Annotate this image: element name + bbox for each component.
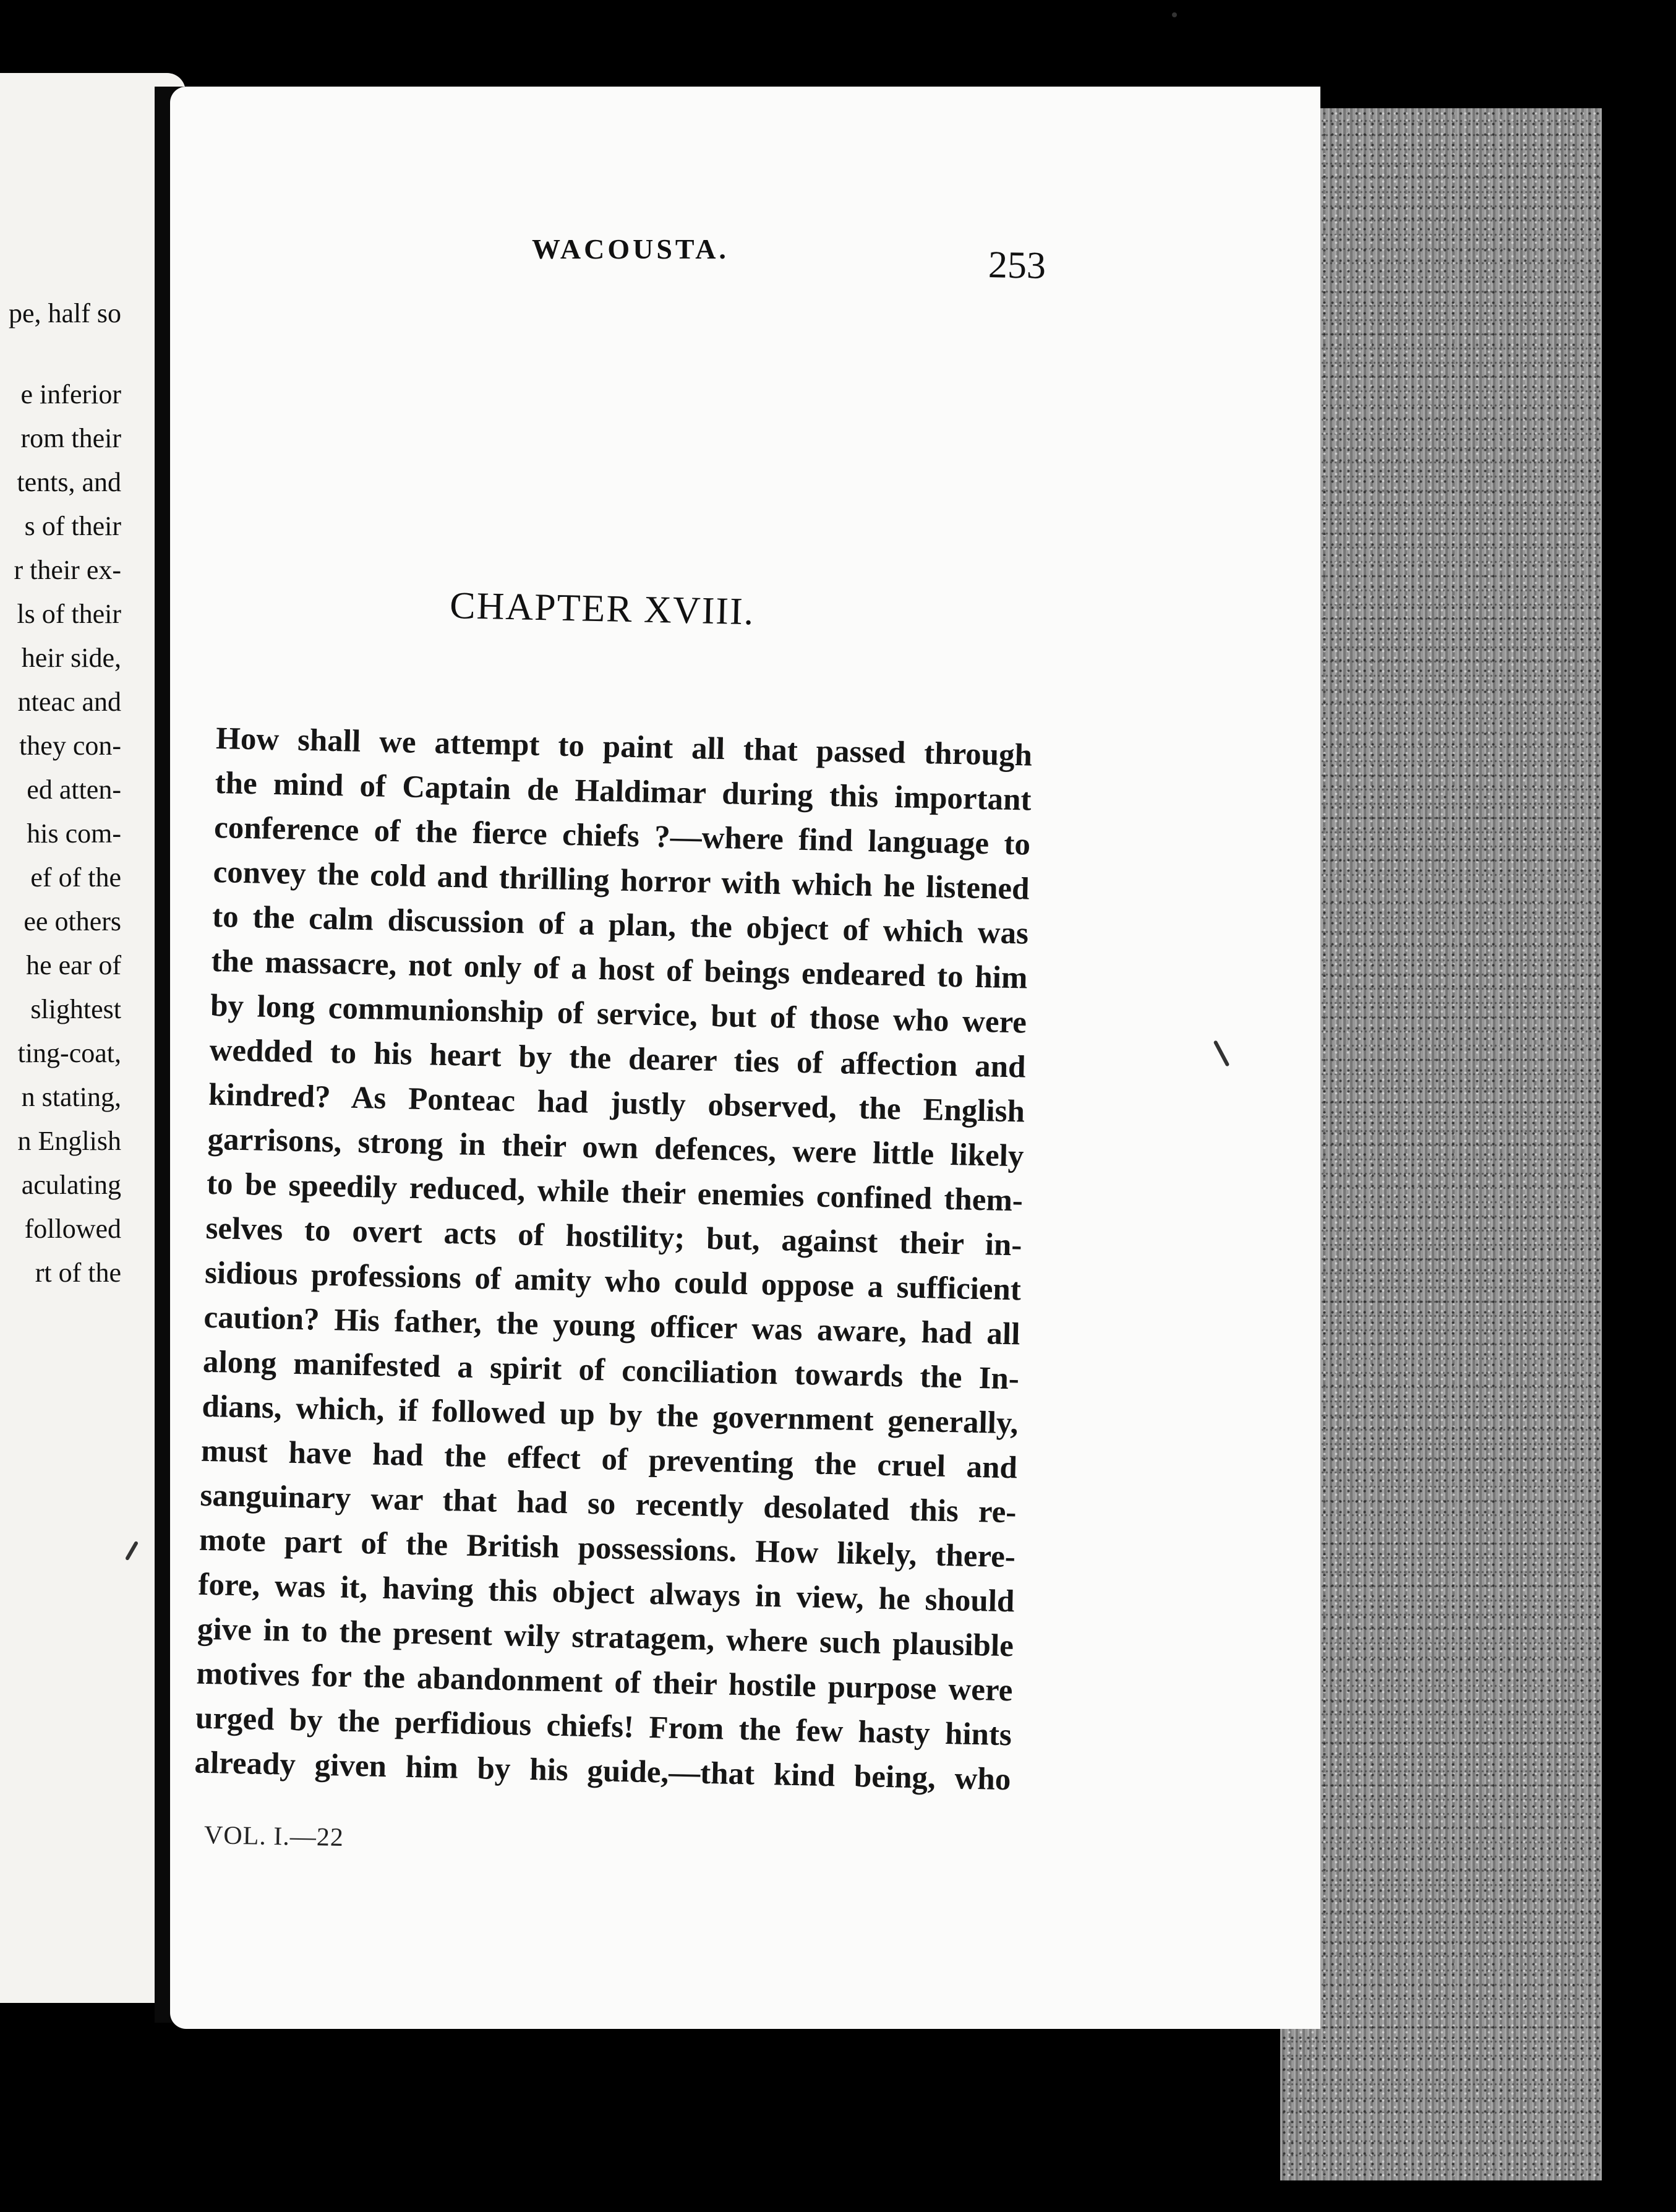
body-line: kindred? As Ponteac had justly observed, the English bbox=[208, 1077, 1025, 1130]
body-line: urged by the perfidious chiefs! From the few hasty hints bbox=[195, 1700, 1012, 1753]
left-page-line: they con- bbox=[19, 731, 121, 761]
left-page-text bbox=[0, 291, 121, 1295]
body-line: give in to the present wily stratagem, where such plausible bbox=[197, 1611, 1014, 1664]
left-page-line: rom their bbox=[20, 423, 121, 453]
body-text bbox=[194, 716, 1033, 1802]
left-page-line: ls of their bbox=[17, 599, 121, 629]
left-page-line: r their ex- bbox=[14, 555, 121, 585]
body-line: wedded to his heart by the dearer ties of affection and bbox=[209, 1032, 1026, 1085]
left-page-line: ef of the bbox=[30, 862, 121, 893]
left-page-line: followed bbox=[24, 1214, 121, 1244]
running-head: WACOUSTA. bbox=[532, 233, 729, 265]
body-line: by long communionship of service, but of those who were bbox=[210, 988, 1027, 1040]
body-line: already given him by his guide,—that kind being, who bbox=[194, 1745, 1011, 1798]
left-page-line: e inferior bbox=[20, 379, 121, 409]
left-page-line: heir side, bbox=[21, 643, 121, 673]
body-line: to be speedily reduced, while their enemies confined them- bbox=[206, 1166, 1024, 1219]
body-line: How shall we attempt to paint all that passed through bbox=[215, 721, 1033, 773]
left-page-line: tents, and bbox=[17, 467, 121, 497]
body-line: dians, which, if followed up by the government generally, bbox=[202, 1389, 1019, 1441]
left-page-line: s of their bbox=[24, 511, 121, 541]
left-page-line: n stating, bbox=[21, 1082, 121, 1112]
body-line: mote part of the British possessions. How likely, there- bbox=[199, 1522, 1016, 1575]
signature-mark: VOL. I.—22 bbox=[203, 1821, 344, 1852]
body-line: fore, was it, having this object always in view, he should bbox=[198, 1567, 1015, 1619]
left-page-line: nteac and bbox=[17, 687, 121, 717]
page-block-edge bbox=[1280, 108, 1602, 2180]
left-page-line: rt of the bbox=[35, 1258, 121, 1288]
body-line: conference of the fierce chiefs ?—where find language to bbox=[213, 810, 1031, 862]
left-page-line: slightest bbox=[30, 994, 121, 1024]
body-line: the massacre, not only of a host of beings endeared to him bbox=[211, 943, 1028, 996]
body-line: motives for the abandonment of their hostile purpose were bbox=[195, 1656, 1013, 1708]
left-page-line: his com- bbox=[27, 818, 121, 849]
body-line: sanguinary war that had so recently desolated this re- bbox=[200, 1478, 1017, 1530]
body-line: along manifested a spirit of conciliation towards the In- bbox=[202, 1344, 1020, 1397]
left-page-line: aculating bbox=[21, 1170, 121, 1200]
page-number: 253 bbox=[988, 244, 1046, 287]
left-page-line: pe, half so bbox=[8, 298, 121, 328]
body-line: to the calm discussion of a plan, the object of which was bbox=[212, 899, 1029, 951]
left-page-line: n English bbox=[17, 1126, 121, 1156]
left-page-line: ee others bbox=[24, 906, 121, 937]
body-line: caution? His father, the young officer was aware, had all bbox=[203, 1300, 1020, 1352]
body-line: sidious professions of amity who could oppose a sufficient bbox=[204, 1255, 1022, 1308]
paper-speck bbox=[1172, 12, 1177, 17]
chapter-heading: CHAPTER XVIII. bbox=[449, 584, 755, 633]
body-line: convey the cold and thrilling horror with which he listened bbox=[213, 854, 1030, 907]
body-line: must have had the effect of preventing the cruel and bbox=[200, 1433, 1018, 1486]
body-line: selves to overt acts of hostility; but, against their in- bbox=[205, 1211, 1022, 1263]
left-page-line: he ear of bbox=[26, 950, 121, 980]
body-line: garrisons, strong in their own defences, were little likely bbox=[207, 1121, 1024, 1174]
left-page-line: ting-coat, bbox=[17, 1038, 121, 1068]
body-line: the mind of Captain de Haldimar during this important bbox=[215, 765, 1032, 818]
left-page-line: ed atten- bbox=[27, 774, 121, 805]
